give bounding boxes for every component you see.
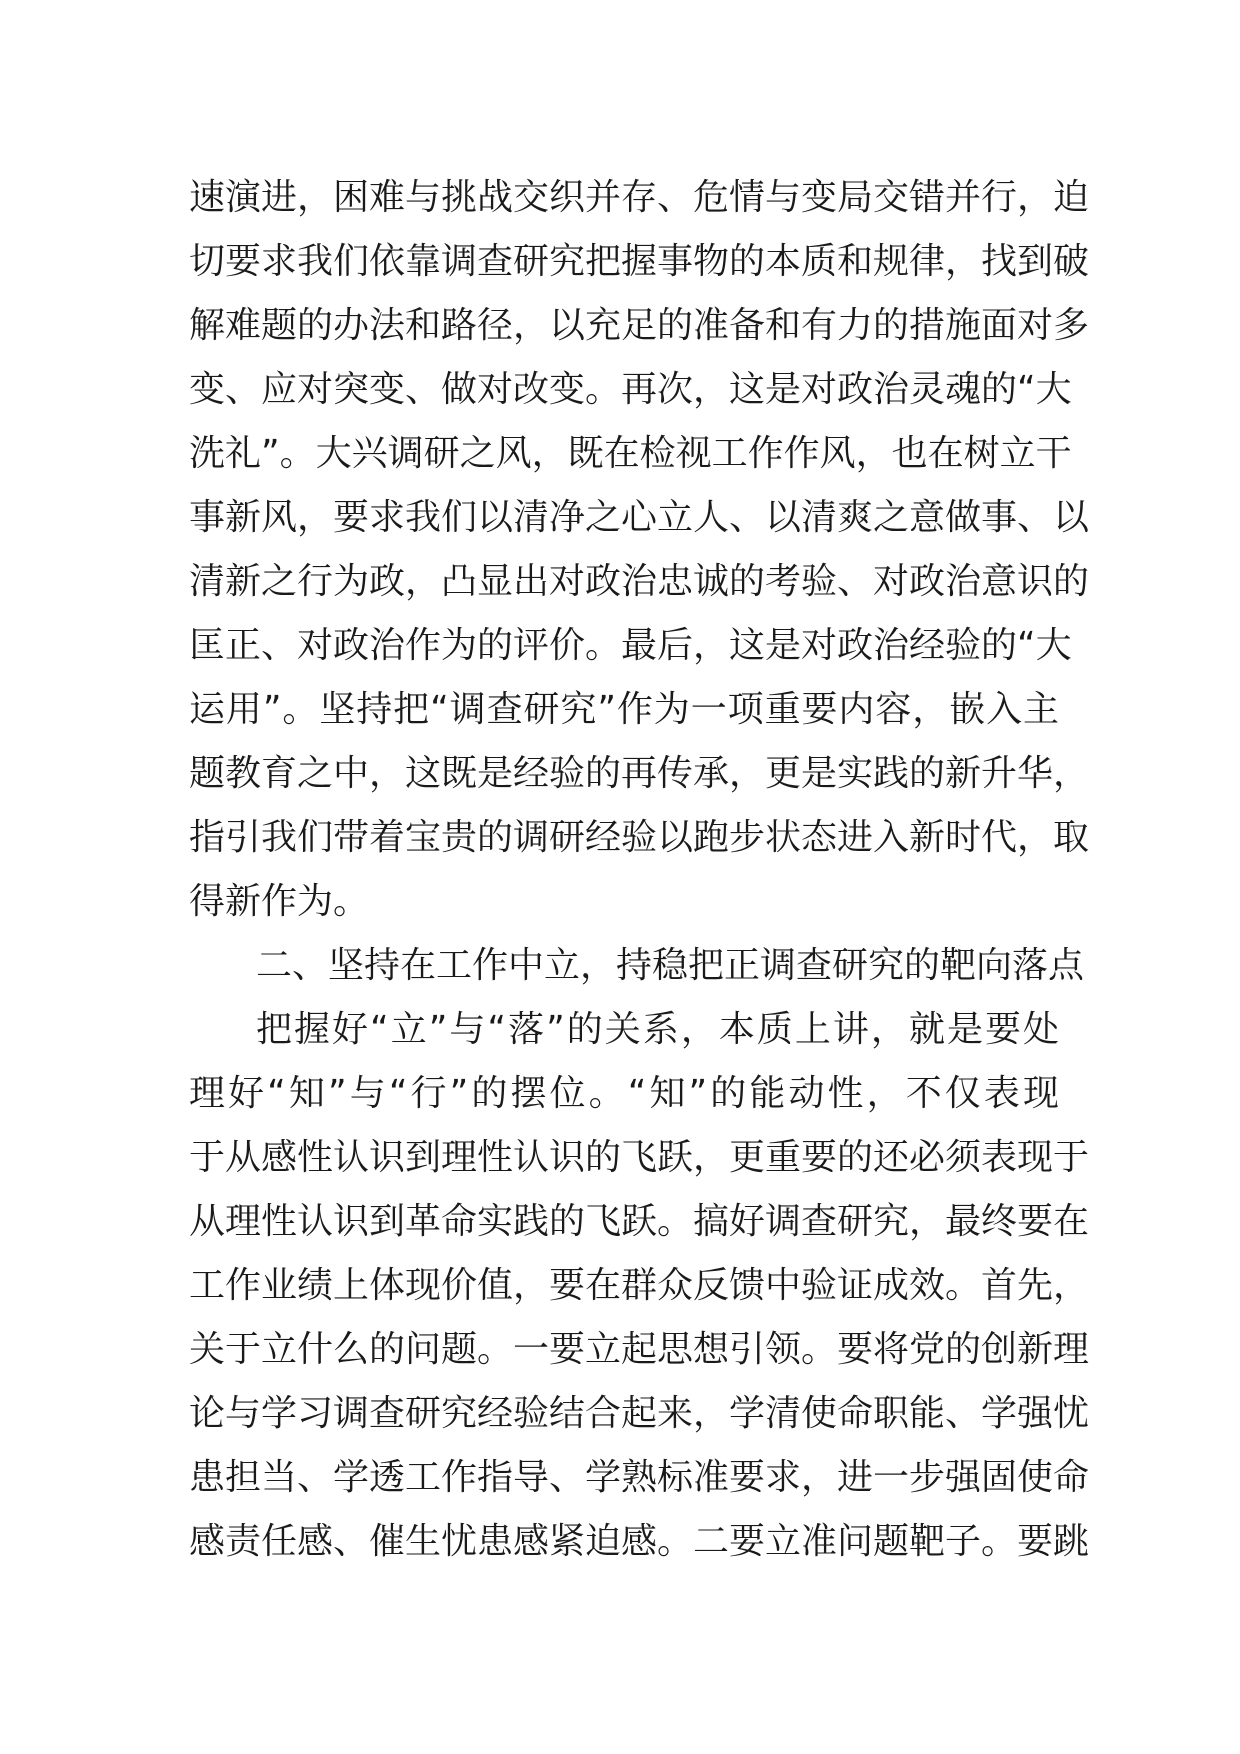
paragraph-first-line: 把握好“立”与“落”的关系，本质上讲，就是要处 [256,1009,1059,1050]
text-line: 运用”。坚持把“调查研究”作为一项重要内容，嵌入主 [189,689,1059,730]
text-line: 从理性认识到革命实践的飞跃。搞好调查研究，最终要在 [189,1201,1090,1242]
text-line: 洗礼”。大兴调研之风，既在检视工作作风，也在树立干 [189,433,1072,474]
text-line: 论与学习调查研究经验结合起来，学清使命职能、学强忧 [189,1393,1090,1434]
text-line: 切要求我们依靠调查研究把握事物的本质和规律，找到破 [189,241,1090,282]
text-line: 于从感性认识到理性认识的飞跃，更重要的还必须表现于 [189,1137,1090,1178]
text-line: 理好“知”与“行”的摆位。“知”的能动性，不仅表现 [189,1073,1059,1114]
text-line: 患担当、学透工作指导、学熟标准要求，进一步强固使命 [189,1457,1090,1498]
text-line: 事新风，要求我们以清净之心立人、以清爽之意做事、以 [189,497,1090,538]
text-line: 感责任感、催生忧患感紧迫感。二要立准问题靶子。要跳 [189,1521,1090,1562]
section-heading: 二、坚持在工作中立，持稳把正调查研究的靶向落点 [256,945,1085,986]
text-line: 变、应对突变、做对改变。再次，这是对政治灵魂的“大 [189,369,1072,410]
text-line: 得新作为。 [189,881,370,922]
text-line: 速演进，困难与挑战交织并存、危情与变局交错并行，迫 [189,177,1090,218]
text-line: 指引我们带着宝贵的调研经验以跑步状态进入新时代，取 [189,817,1090,858]
text-line: 解难题的办法和路径，以充足的准备和有力的措施面对多 [189,305,1090,346]
text-line: 题教育之中，这既是经验的再传承，更是实践的新升华， [189,753,1090,794]
text-line: 清新之行为政，凸显出对政治忠诚的考验、对政治意识的 [189,561,1090,602]
text-line: 工作业绩上体现价值，要在群众反馈中验证成效。首先， [189,1265,1090,1306]
text-line: 匡正、对政治作为的评价。最后，这是对政治经验的“大 [189,625,1072,666]
text-line: 关于立什么的问题。一要立起思想引领。要将党的创新理 [189,1329,1090,1370]
